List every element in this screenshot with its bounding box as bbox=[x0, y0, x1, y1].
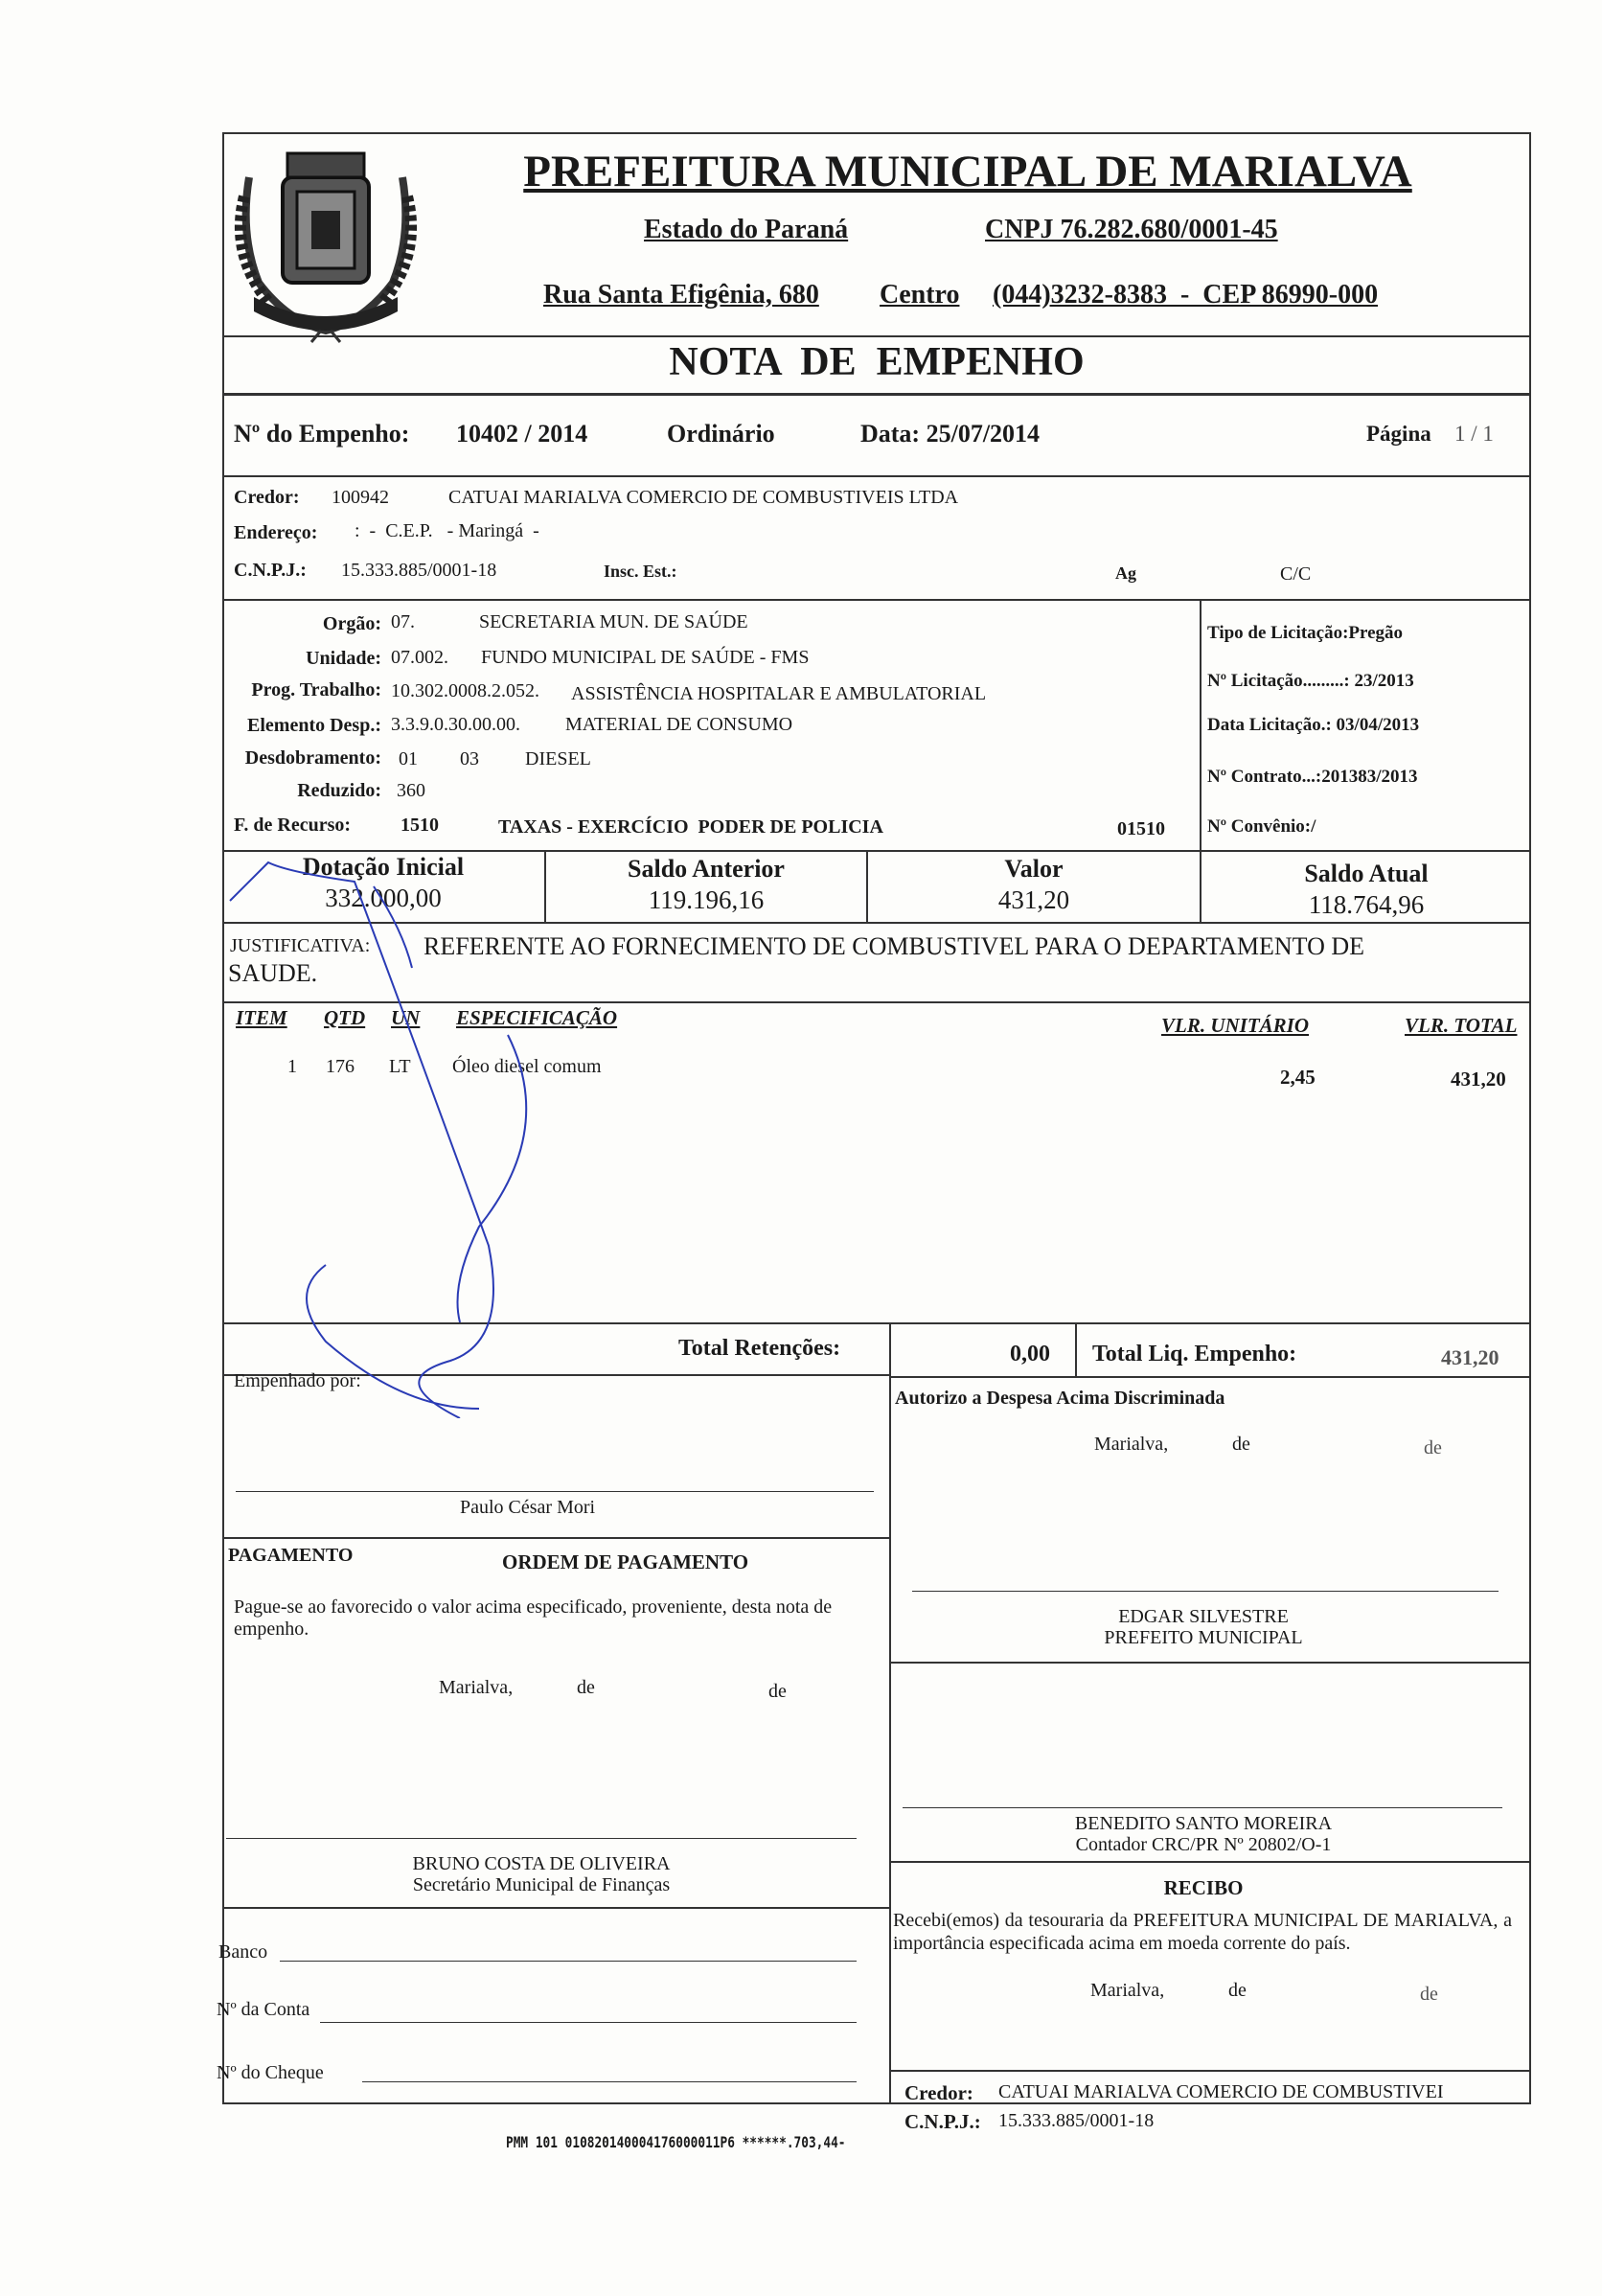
fonte-recurso-code2: 01510 bbox=[1117, 818, 1165, 839]
issuer-street: Rua Santa Efigênia, 680 bbox=[543, 280, 819, 310]
prog-name: ASSISTÊNCIA HOSPITALAR E AMBULATORIAL bbox=[571, 683, 987, 704]
empenho-number: 10402 / 2014 bbox=[456, 420, 588, 448]
total-liquido-value: 431,20 bbox=[1441, 1345, 1499, 1369]
secretario-role: Secretário Municipal de Finanças bbox=[412, 1874, 671, 1895]
authorization-city: Marialva, bbox=[1094, 1434, 1169, 1455]
orgao-code: 07. bbox=[391, 611, 415, 632]
desdobramento-code2: 03 bbox=[460, 748, 479, 769]
justificativa-line2: SAUDE. bbox=[228, 959, 318, 987]
justificativa-label: JUSTIFICATIVA: bbox=[230, 935, 371, 956]
valor-label: Valor bbox=[1004, 855, 1064, 883]
recibo-city: Marialva, bbox=[1090, 1980, 1165, 2001]
pagamento-city: Marialva, bbox=[439, 1677, 514, 1698]
total-liquido-label: Total Liq. Empenho: bbox=[1092, 1342, 1297, 1366]
valor-value: 431,20 bbox=[997, 885, 1070, 914]
reduzido-code: 360 bbox=[397, 780, 425, 801]
licitacao-type-text: Tipo de Licitação:Pregão bbox=[1207, 623, 1404, 643]
empenho-date: Data: 25/07/2014 bbox=[860, 420, 1041, 448]
secretario-name: BRUNO COSTA DE OLIVEIRA bbox=[412, 1853, 671, 1874]
prefeito-name: EDGAR SILVESTRE bbox=[1118, 1606, 1289, 1627]
item-un: LT bbox=[389, 1056, 411, 1077]
authorization-de1: de bbox=[1232, 1434, 1250, 1455]
desdobramento-name: DIESEL bbox=[525, 748, 591, 769]
empenho-number-label: Nº do Empenho: bbox=[234, 420, 410, 448]
orgao-label: Orgão: bbox=[322, 613, 381, 634]
col-item-header: ITEM bbox=[236, 1006, 287, 1029]
col-un-header: UN bbox=[391, 1006, 421, 1029]
cheque-label: Nº do Cheque bbox=[217, 2062, 324, 2083]
handwritten-signature bbox=[211, 843, 671, 1418]
dotacao-label: Dotação Inicial bbox=[302, 853, 465, 881]
footer-code: PMM 101 010820140004176000011P6 ******.703,44- bbox=[506, 2133, 846, 2151]
empenhado-por-label: Empenhado por: bbox=[234, 1370, 361, 1391]
fonte-recurso-label: F. de Recurso: bbox=[234, 815, 352, 836]
col-unit-header: VLR. UNITÁRIO bbox=[1161, 1014, 1310, 1037]
saldo-atual-value: 118.764,96 bbox=[1308, 890, 1425, 919]
issuer-phone-cep: (044)3232-8383 - CEP 86990-000 bbox=[993, 280, 1379, 310]
justificativa-line1: REFERENTE AO FORNECIMENTO DE COMBUSTIVEL PARA O DEPARTAMENTO DE bbox=[423, 932, 1365, 960]
prog-code: 10.302.0008.2.052. bbox=[391, 680, 539, 701]
saldo-anterior-value: 119.196,16 bbox=[648, 885, 765, 914]
elemento-label: Elemento Desp.: bbox=[247, 715, 381, 736]
elemento-code: 3.3.9.0.30.00.00. bbox=[391, 714, 520, 735]
licitacao-number: Nº Licitação.........: 23/2013 bbox=[1207, 671, 1414, 691]
recibo-credor-label: Credor: bbox=[904, 2081, 973, 2104]
desdobramento-label: Desdobramento: bbox=[244, 747, 381, 769]
dotacao-value: 332.000,00 bbox=[325, 884, 442, 912]
saldo-anterior-label: Saldo Anterior bbox=[628, 855, 785, 883]
desdobramento-code1: 01 bbox=[399, 748, 418, 769]
unidade-label: Unidade: bbox=[306, 648, 381, 669]
recibo-cnpj-label: C.N.P.J.: bbox=[904, 2110, 981, 2133]
col-total-header: VLR. TOTAL bbox=[1405, 1014, 1518, 1037]
item-unit-price: 2,45 bbox=[1280, 1066, 1316, 1089]
credor-code: 100942 bbox=[332, 487, 389, 508]
credor-cnpj: 15.333.885/0001-18 bbox=[341, 560, 497, 581]
recibo-cnpj: 15.333.885/0001-18 bbox=[998, 2110, 1155, 2131]
item-qtd: 176 bbox=[326, 1056, 355, 1077]
ordem-pagamento-label: ORDEM DE PAGAMENTO bbox=[502, 1550, 749, 1573]
col-spec-header: ESPECIFICAÇÃO bbox=[456, 1006, 618, 1029]
orgao-name: SECRETARIA MUN. DE SAÚDE bbox=[479, 611, 748, 632]
address-value: : - C.E.P. - Maringá - bbox=[355, 520, 539, 541]
elemento-name: MATERIAL DE CONSUMO bbox=[565, 714, 793, 735]
convenio-number: Nº Convênio:/ bbox=[1207, 816, 1316, 837]
contador-role: Contador CRC/PR Nº 20802/O-1 bbox=[1075, 1834, 1332, 1855]
agency-label: Ag bbox=[1115, 563, 1136, 583]
reduzido-label: Reduzido: bbox=[297, 780, 381, 801]
fonte-recurso-code: 1510 bbox=[400, 815, 439, 836]
pagamento-de2: de bbox=[768, 1681, 787, 1702]
contador-name: BENEDITO SANTO MOREIRA bbox=[1074, 1813, 1333, 1834]
pagamento-text: Pague-se ao favorecido o valor acima especificado, proveniente, desta nota de empenho. bbox=[234, 1596, 833, 1640]
licitacao-type bbox=[1207, 623, 1403, 644]
page-title: PREFEITURA MUNICIPAL DE MARIALVA bbox=[523, 147, 1412, 196]
address-label: Endereço: bbox=[234, 522, 318, 543]
recibo-credor-name: CATUAI MARIALVA COMERCIO DE COMBUSTIVEI bbox=[998, 2081, 1444, 2102]
empenho-type: Ordinário bbox=[667, 420, 775, 448]
empenhado-por-name: Paulo César Mori bbox=[460, 1497, 596, 1518]
account-label: C/C bbox=[1280, 563, 1312, 585]
licitacao-date: Data Licitação.: 03/04/2013 bbox=[1207, 715, 1420, 735]
cnpj-label: C.N.P.J.: bbox=[234, 560, 307, 581]
saldo-atual-label: Saldo Atual bbox=[1304, 860, 1429, 887]
item-spec: Óleo diesel comum bbox=[452, 1056, 602, 1077]
credor-label: Credor: bbox=[234, 487, 300, 508]
document-title: NOTA DE EMPENHO bbox=[669, 340, 1085, 384]
prefeito-role: PREFEITO MUNICIPAL bbox=[1104, 1627, 1303, 1648]
issuer-cnpj: CNPJ 76.282.680/0001-45 bbox=[985, 215, 1278, 244]
state-name: Estado do Paraná bbox=[644, 215, 849, 244]
contract-number: Nº Contrato...:201383/2013 bbox=[1207, 767, 1418, 787]
item-total-price: 431,20 bbox=[1451, 1068, 1506, 1091]
credor-name: CATUAI MARIALVA COMERCIO DE COMBUSTIVEIS LTDA bbox=[448, 487, 959, 508]
unidade-code: 07.002. bbox=[391, 647, 448, 668]
total-retencoes-value: 0,00 bbox=[1010, 1342, 1050, 1366]
unidade-name: FUNDO MUNICIPAL DE SAÚDE - FMS bbox=[481, 647, 810, 668]
banco-label: Banco bbox=[218, 1941, 268, 1963]
recibo-de1: de bbox=[1228, 1980, 1247, 2001]
conta-label: Nº da Conta bbox=[217, 1999, 310, 2020]
recibo-title: RECIBO bbox=[1163, 1876, 1244, 1899]
pagamento-de1: de bbox=[577, 1677, 595, 1698]
insc-est-label: Insc. Est.: bbox=[604, 562, 677, 581]
recibo-de2: de bbox=[1420, 1984, 1438, 2005]
fonte-recurso-name: TAXAS - EXERCÍCIO PODER DE POLICIA bbox=[498, 816, 883, 838]
authorization-text: Autorizo a Despesa Acima Discriminada bbox=[895, 1388, 1225, 1409]
col-qtd-header: QTD bbox=[324, 1006, 366, 1029]
total-retencoes-label: Total Retenções: bbox=[678, 1336, 841, 1361]
pagamento-label: PAGAMENTO bbox=[228, 1545, 354, 1566]
prog-label: Prog. Trabalho: bbox=[251, 679, 381, 700]
page-number-label: Página bbox=[1366, 422, 1431, 446]
issuer-district: Centro bbox=[880, 280, 960, 310]
page-number: 1 / 1 bbox=[1454, 422, 1494, 446]
authorization-de2: de bbox=[1424, 1437, 1442, 1458]
recibo-text: Recebi(emos) da tesouraria da PREFEITURA MUNICIPAL DE MARIALVA, a importância especificada acima em moeda corrente do país. bbox=[893, 1910, 1512, 1954]
item-number: 1 bbox=[287, 1056, 297, 1077]
